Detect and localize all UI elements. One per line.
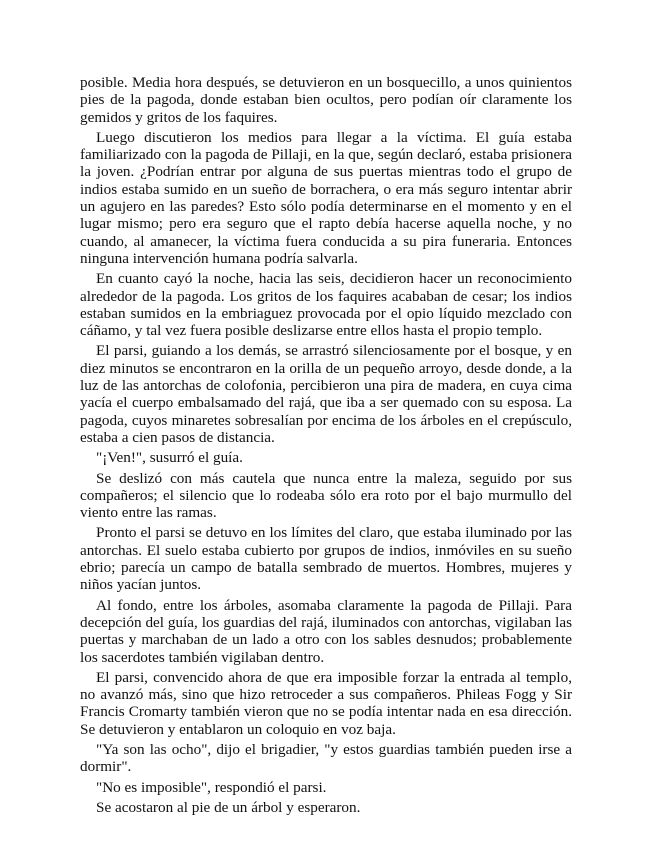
paragraph: El parsi, convencido ahora de que era imposible forzar la entrada al templo, no avanzó más, sino que hizo retroceder a sus compañeros. Phileas Fogg y Sir Francis Cromarty también vieron que no se podía intentar nada en esa dirección. Se detuvieron y entablaron un coloquio en voz baja. (80, 668, 572, 738)
paragraph: "Ya son las ocho", dijo el brigadier, "y estos guardias también pueden irse a dormir". (80, 740, 572, 776)
paragraph: En cuanto cayó la noche, hacia las seis, decidieron hacer un reconocimiento alrededor de la pagoda. Los gritos de los faquires acababan de cesar; los indios estaban sumidos en la embriaguez provocada por el opio líquido mezclado con cáñamo, y tal vez fuera posible deslizarse entre ellos hasta el propio templo. (80, 270, 572, 340)
paragraph: "No es imposible", respondió el parsi. (96, 778, 327, 796)
document-page (80, 74, 572, 819)
paragraph: Al fondo, entre los árboles, asomaba claramente la pagoda de Pillaji. Para decepción del guía, los guardias del rajá, iluminados con antorchas, vigilaban las puertas y marchaban de un lado a otro con los sables desnudos; probablemente los sacerdotes también vigilaban dentro. (80, 596, 572, 666)
paragraph: Pronto el parsi se detuvo en los límites del claro, que estaba iluminado por las antorchas. El suelo estaba cubierto por grupos de indios, inmóviles en su sueño ebrio; parecía un campo de batalla sembrado de muertos. Hombres, mujeres y niños yacían juntos. (80, 524, 572, 594)
paragraph: posible. Media hora después, se detuvieron en un bosquecillo, a unos quinientos pies de la pagoda, donde estaban bien ocultos, pero podían oír claramente los gemidos y gritos de los faquires. (80, 74, 572, 126)
paragraph: El parsi, guiando a los demás, se arrastró silenciosamente por el bosque, y en diez minutos se encontraron en la orilla de un pequeño arroyo, desde donde, a la luz de las antorchas de colofonia, percibieron una pira de madera, en cuya cima yacía el cuerpo embalsamado del rajá, que iba a ser quemado con su esposa. La pagoda, cuyos minaretes sobresalían por encima de los árboles en el crepúsculo, estaba a cien pasos de distancia. (80, 342, 572, 446)
paragraph: Se acostaron al pie de un árbol y esperaron. (96, 798, 361, 816)
paragraph: Luego discutieron los medios para llegar a la víctima. El guía estaba familiarizado con la pagoda de Pillaji, en la que, según declaró, estaba prisionera la joven. ¿Podrían entrar por alguna de sus puertas mientras todo el grupo de indios estaba sumido en un sueño de borrachera, o era más seguro intentar abrir un agujero en las paredes? Esto sólo podía determinarse en el momento y en el lugar mismo; pero era seguro que el rapto debía hacerse aquella noche, y no cuando, al amanecer, la víctima fuera conducida a su pira funeraria. Entonces ninguna intervención humana podría salvarla. (80, 128, 572, 267)
paragraph: "¡Ven!", susurró el guía. (96, 449, 243, 467)
paragraph: Se deslizó con más cautela que nunca entre la maleza, seguido por sus compañeros; el silencio que lo rodeaba sólo era roto por el bajo murmullo del viento entre las ramas. (80, 469, 572, 522)
